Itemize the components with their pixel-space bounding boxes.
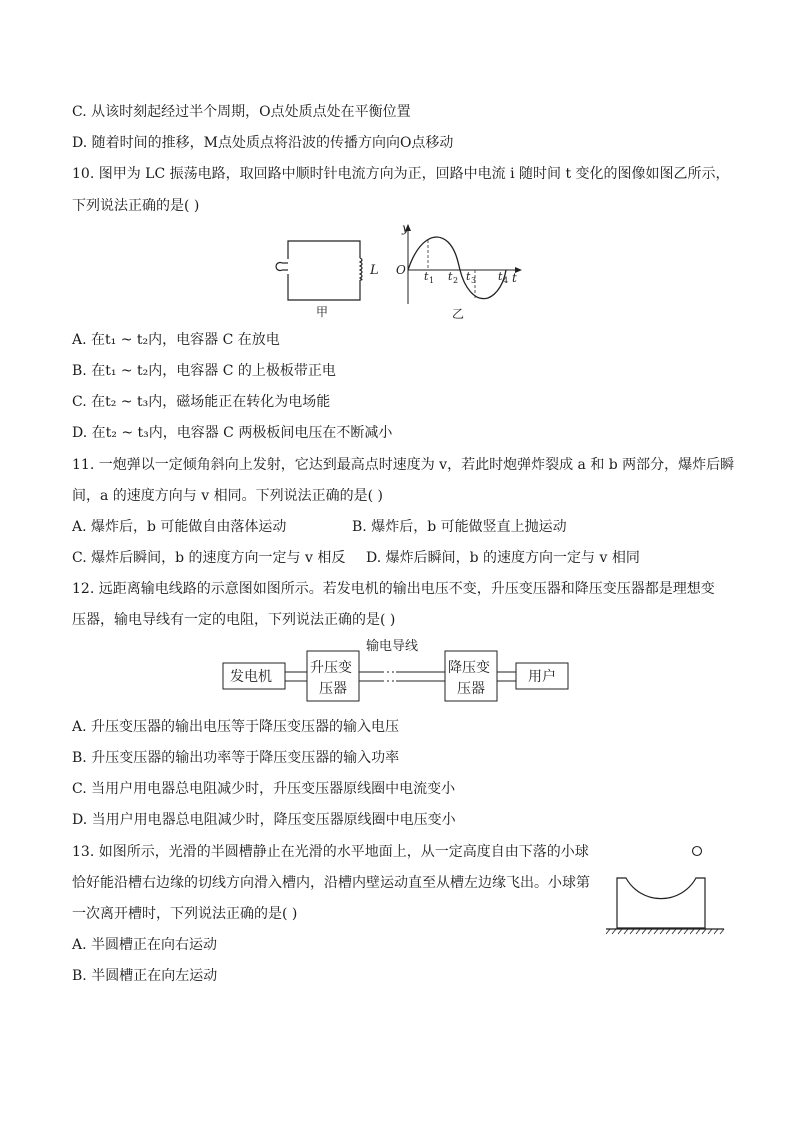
lc-circuit-diagram [276,241,362,300]
step-down-label-line2: 压器 [457,681,485,697]
semicircular-groove [617,878,705,928]
q13-stem-line1: 13. 如图所示，光滑的半圆槽静止在光滑的水平地面上，从一定高度自由下落的小球 [72,844,589,860]
tick-t1-sub: 1 [429,276,435,285]
q10-figure [260,222,540,322]
q12-option-b: B. 升压变压器的输出功率等于降压变压器的输入功率 [72,750,400,766]
q11-option-b: B. 爆炸后，b 可能做竖直上抛运动 [352,519,567,535]
tick-t2-sub: 2 [453,276,459,285]
current-time-graph [405,224,522,304]
user-label: 用户 [528,669,556,685]
step-up-label-line2: 压器 [319,681,347,697]
tick-t3: t [466,270,471,283]
q13-stem-line2: 恰好能沿槽右边缘的切线方向滑入槽内，沿槽内壁运动直至从槽左边缘飞出。小球第 [72,875,590,891]
graph-t-axis-label: t [512,271,517,285]
step-down-label-line1: 降压变 [448,660,490,676]
figure-yi-label: 乙 [452,307,465,321]
q13-figure [600,840,730,940]
tick-t3-sub: 3 [471,276,477,285]
q9-option-c: C. 从该时刻起经过半个周期，O点处质点处在平衡位置 [72,104,411,120]
half-pipe-figure-svg [600,840,730,940]
q11-stem-line2: 间，a 的速度方向与 v 相同。下列说法正确的是( ) [72,488,383,504]
step-up-label-line1: 升压变 [310,660,352,676]
q12-figure-svg [220,634,570,710]
graph-origin-label: O [396,263,406,277]
q11-option-a: A. 爆炸后，b 可能做自由落体运动 [72,519,287,535]
q12-stem-line2: 压器，输电导线有一定的电阻，下列说法正确的是( ) [72,612,396,628]
q10-figure-svg [260,222,540,322]
q12-figure [220,634,570,710]
q10-stem-line1: 10. 图甲为 LC 振荡电路，取回路中顺时针电流方向为正，回路中电流 i 随时间 t 变化的图像如图乙所示， [72,166,730,182]
q13-option-a: A. 半圆槽正在向右运动 [72,937,218,953]
small-ball [693,847,702,856]
sine-curve [408,237,509,299]
q10-option-b: B. 在t₁ ~ t₂内，电容器 C 的上极板带正电 [72,363,336,379]
q10-option-c: C. 在t₂ ~ t₃内，磁场能正在转化为电场能 [72,394,331,410]
transmission-wire-label: 输电导线 [366,639,419,654]
q12-option-a: A. 升压变压器的输出电压等于降压变压器的输入电压 [72,719,400,735]
tick-t2: t [448,270,453,283]
q12-option-c: C. 当用户用电器总电阻减少时，升压变压器原线圈中电流变小 [72,781,456,797]
q11-option-c: C. 爆炸后瞬间，b 的速度方向一定与 v 相反 [72,550,346,566]
generator-label: 发电机 [230,669,272,685]
figure-jia-label: 甲 [316,305,329,319]
q10-option-a: A. 在t₁ ~ t₂内，电容器 C 在放电 [72,332,280,348]
q11-stem-line1: 11. 一炮弹以一定倾角斜向上发射，它达到最高点时速度为 v，若此时炮弹炸裂成 a 和 b 两部分，爆炸后瞬 [72,457,735,473]
q10-stem-line2: 下列说法正确的是( ) [72,198,200,214]
graph-y-axis-label: y [402,222,409,235]
tick-t4: t [498,270,503,283]
ground-hatching [606,929,724,934]
q11-option-d: D. 爆炸后瞬间，b 的速度方向一定与 v 相同 [366,550,640,566]
inductor-label: L [370,263,379,278]
q12-option-d: D. 当用户用电器总电阻减少时，降压变压器原线圈中电压变小 [72,812,456,828]
tick-t1: t [424,270,429,283]
q13-stem-line3: 一次离开槽时，下列说法正确的是( ) [72,906,298,922]
q9-option-d: D. 随着时间的推移，M点处质点将沿波的传播方向向O点移动 [72,135,454,151]
q10-option-d: D. 在t₂ ~ t₃内，电容器 C 两极板间电压在不断减小 [72,425,393,441]
q12-stem-line1: 12. 远距离输电线路的示意图如图所示。若发电机的输出电压不变，升压变压器和降压变压器都是理想变 [72,581,715,597]
q13-option-b: B. 半圆槽正在向左运动 [72,968,218,984]
tick-t4-sub: 4 [503,276,509,285]
